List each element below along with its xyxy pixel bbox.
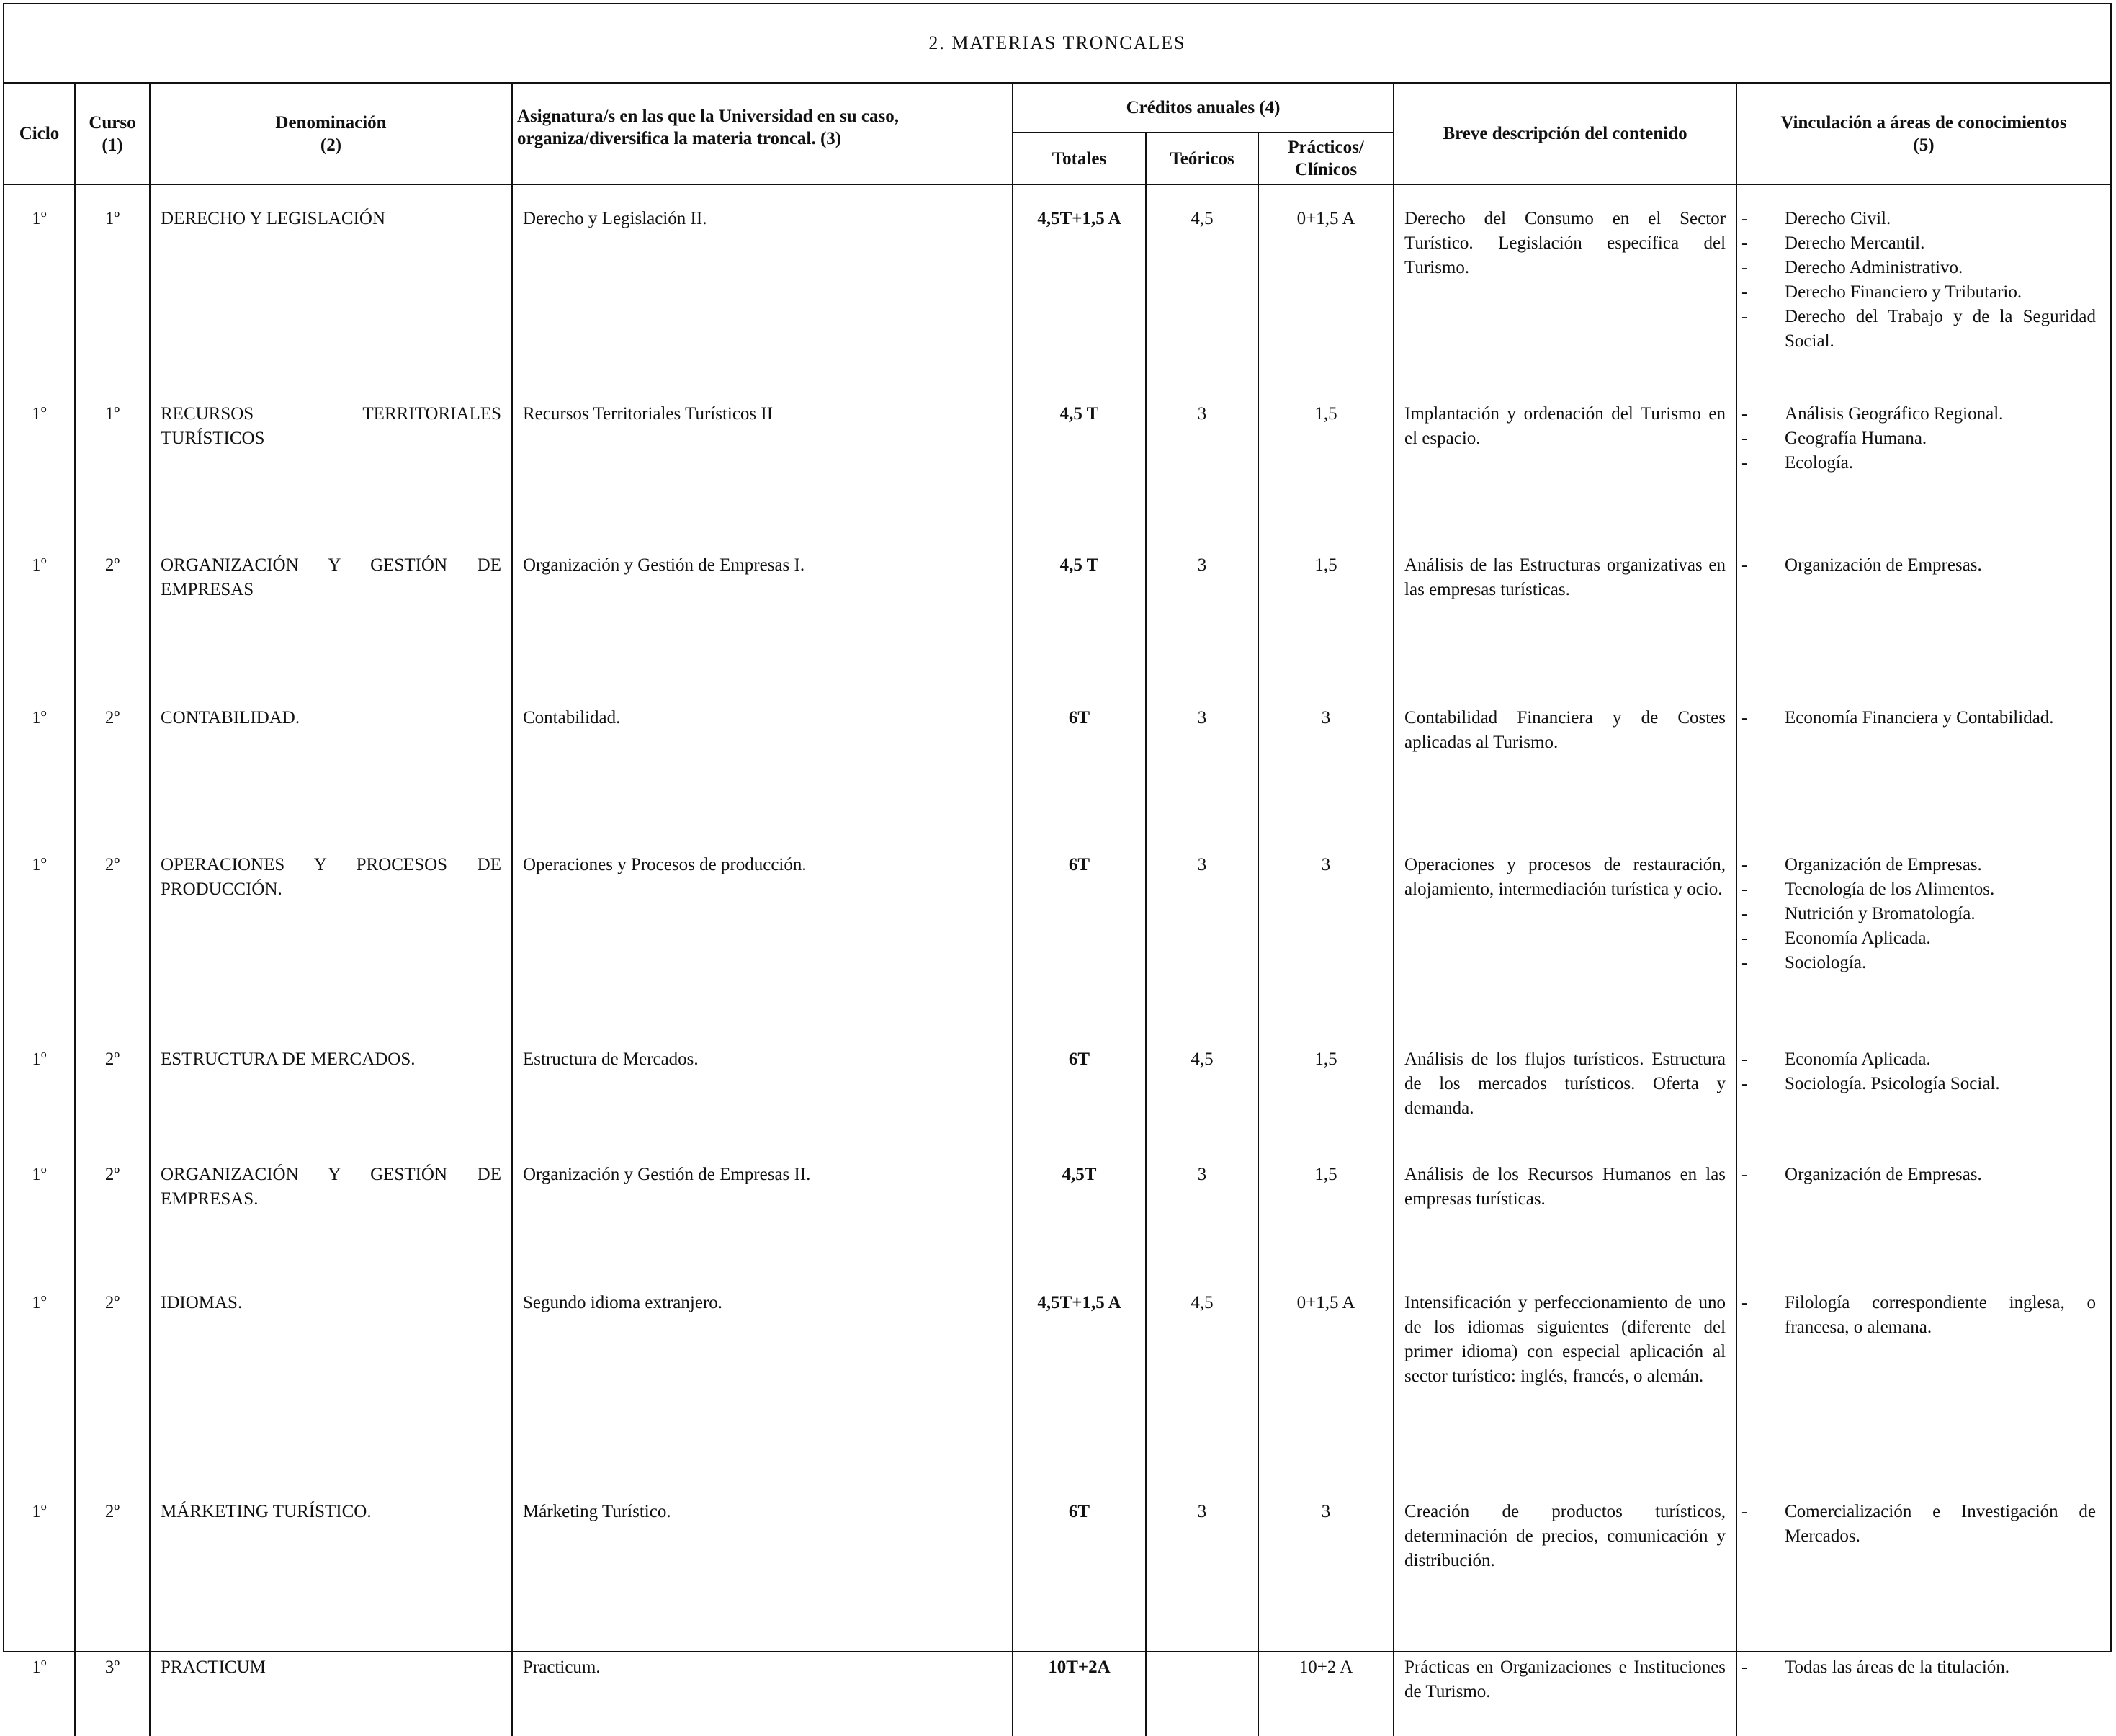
cell-curso: 2º — [75, 1026, 150, 1141]
cell-totales: 4,5T+1,5 A — [1013, 184, 1146, 380]
cell-asignatura: Organización y Gestión de Empresas I. — [512, 532, 1013, 684]
cell-practicos: 1,5 — [1258, 1026, 1394, 1141]
cell-descripcion: Análisis de los Recursos Humanos en las empresas turísticas. — [1394, 1141, 1736, 1269]
area-item: - Derecho Civil. — [1737, 207, 2096, 231]
cell-denominacion: ESTRUCTURA DE MERCADOS. — [150, 1026, 512, 1141]
cell-descripcion: Derecho del Consumo en el Sector Turístico. Legislación específica del Turismo. — [1394, 184, 1736, 380]
cell-teoricos: 3 — [1146, 532, 1258, 684]
cell-vinculacion — [1736, 831, 2110, 1026]
cell-descripcion: Creación de productos turísticos, determinación de precios, comunicación y distribución. — [1394, 1478, 1736, 1634]
area-item: - Organización de Empresas. — [1737, 853, 2096, 877]
cell-vinculacion — [1736, 1141, 2110, 1269]
cell-descripcion: Intensificación y perfeccionamiento de uno de los idiomas siguientes (diferente del primer idioma) con especial aplicación al sector turístico: inglés, francés, o alemán. — [1394, 1269, 1736, 1478]
area-item: - Análisis Geográfico Regional. — [1737, 402, 2096, 426]
areas-list — [1737, 553, 2096, 578]
cell-ciclo: 1º — [4, 1269, 75, 1478]
cell-ciclo: 1º — [4, 184, 75, 380]
cell-curso: 2º — [75, 1269, 150, 1478]
areas-list — [1737, 1163, 2096, 1187]
cell-practicos: 1,5 — [1258, 1141, 1394, 1269]
area-item: - Economía Financiera y Contabilidad. — [1737, 706, 2096, 730]
cell-totales: 4,5T+1,5 A — [1013, 1269, 1146, 1478]
area-item: - Todas las áreas de la titulación. — [1737, 1655, 2096, 1680]
cell-asignatura: Practicum. — [512, 1634, 1013, 1736]
area-item: - Ecología. — [1737, 451, 2096, 475]
table-row — [4, 1478, 2110, 1634]
area-item: - Derecho Mercantil. — [1737, 231, 2096, 256]
cell-vinculacion — [1736, 184, 2110, 380]
cell-denominacion: ORGANIZACIÓN Y GESTIÓN DE EMPRESAS — [150, 532, 512, 684]
header-denominacion: Denominación (2) — [150, 84, 512, 184]
cell-teoricos: 3 — [1146, 831, 1258, 1026]
cell-asignatura: Derecho y Legislación II. — [512, 184, 1013, 380]
area-item: - Economía Aplicada. — [1737, 1047, 2096, 1072]
cell-ciclo: 1º — [4, 1141, 75, 1269]
cell-teoricos: 4,5 — [1146, 184, 1258, 380]
cell-practicos: 3 — [1258, 1478, 1394, 1634]
table-row — [4, 1269, 2110, 1478]
area-item: - Organización de Empresas. — [1737, 553, 2096, 578]
cell-teoricos: 3 — [1146, 380, 1258, 532]
header-descripcion: Breve descripción del contenido — [1394, 84, 1736, 184]
cell-denominacion: CONTABILIDAD. — [150, 684, 512, 831]
cell-totales: 4,5 T — [1013, 532, 1146, 684]
area-item: - Sociología. — [1737, 951, 2096, 975]
cell-denominacion: ORGANIZACIÓN Y GESTIÓN DE EMPRESAS. — [150, 1141, 512, 1269]
cell-ciclo: 1º — [4, 1634, 75, 1736]
cell-asignatura: Márketing Turístico. — [512, 1478, 1013, 1634]
cell-teoricos: 3 — [1146, 684, 1258, 831]
cell-descripcion: Implantación y ordenación del Turismo en el espacio. — [1394, 380, 1736, 532]
areas-list — [1737, 1500, 2096, 1549]
table-row — [4, 1026, 2110, 1141]
cell-curso: 2º — [75, 684, 150, 831]
cell-totales: 6T — [1013, 1478, 1146, 1634]
cell-denominacion: RECURSOS TERRITORIALES TURÍSTICOS — [150, 380, 512, 532]
areas-list — [1737, 853, 2096, 975]
areas-list — [1737, 706, 2096, 730]
header-teoricos: Teóricos — [1146, 133, 1258, 184]
area-item: - Derecho del Trabajo y de la Seguridad Social. — [1737, 305, 2096, 354]
header-curso: Curso (1) — [75, 84, 150, 184]
area-item: - Filología correspondiente inglesa, o francesa, o alemana. — [1737, 1291, 2096, 1340]
cell-denominacion: DERECHO Y LEGISLACIÓN — [150, 184, 512, 380]
area-item: - Sociología. Psicología Social. — [1737, 1072, 2096, 1096]
area-item: - Geografía Humana. — [1737, 426, 2096, 451]
header-asignatura: Asignatura/s en las que la Universidad en su caso, organiza/diversifica la materia troncal. (3) — [512, 84, 1013, 184]
materias-table — [4, 84, 2110, 1736]
area-item: - Economía Aplicada. — [1737, 926, 2096, 951]
header-ciclo: Ciclo — [4, 84, 75, 184]
table-header — [4, 84, 2110, 184]
cell-ciclo: 1º — [4, 831, 75, 1026]
area-item: - Comercialización e Investigación de Mercados. — [1737, 1500, 2096, 1549]
table-row — [4, 184, 2110, 380]
cell-curso: 1º — [75, 380, 150, 532]
cell-vinculacion — [1736, 1269, 2110, 1478]
header-creditos: Créditos anuales (4) — [1013, 84, 1394, 133]
cell-asignatura: Contabilidad. — [512, 684, 1013, 831]
table-row — [4, 380, 2110, 532]
area-item: - Organización de Empresas. — [1737, 1163, 2096, 1187]
cell-descripcion: Operaciones y procesos de restauración, alojamiento, intermediación turística y ocio. — [1394, 831, 1736, 1026]
cell-descripcion: Análisis de los flujos turísticos. Estructura de los mercados turísticos. Oferta y demanda. — [1394, 1026, 1736, 1141]
table-row — [4, 532, 2110, 684]
cell-vinculacion — [1736, 380, 2110, 532]
cell-totales: 6T — [1013, 684, 1146, 831]
cell-ciclo: 1º — [4, 1478, 75, 1634]
table-body — [4, 184, 2110, 1736]
cell-ciclo: 1º — [4, 684, 75, 831]
area-item: - Derecho Administrativo. — [1737, 256, 2096, 280]
table-row — [4, 831, 2110, 1026]
cell-practicos: 1,5 — [1258, 380, 1394, 532]
cell-ciclo: 1º — [4, 1026, 75, 1141]
table-row — [4, 1634, 2110, 1736]
cell-totales: 4,5 T — [1013, 380, 1146, 532]
areas-list — [1737, 1047, 2096, 1096]
cell-vinculacion — [1736, 1026, 2110, 1141]
cell-teoricos: 4,5 — [1146, 1269, 1258, 1478]
cell-ciclo: 1º — [4, 380, 75, 532]
cell-practicos: 10+2 A — [1258, 1634, 1394, 1736]
cell-denominacion: MÁRKETING TURÍSTICO. — [150, 1478, 512, 1634]
cell-teoricos: 4,5 — [1146, 1026, 1258, 1141]
header-totales: Totales — [1013, 133, 1146, 184]
cell-denominacion: PRACTICUM — [150, 1634, 512, 1736]
cell-asignatura: Estructura de Mercados. — [512, 1026, 1013, 1141]
areas-list — [1737, 402, 2096, 475]
cell-ciclo: 1º — [4, 532, 75, 684]
table-row — [4, 684, 2110, 831]
cell-asignatura: Operaciones y Procesos de producción. — [512, 831, 1013, 1026]
cell-curso: 2º — [75, 831, 150, 1026]
cell-descripcion: Prácticas en Organizaciones e Instituciones de Turismo. — [1394, 1634, 1736, 1736]
cell-practicos: 1,5 — [1258, 532, 1394, 684]
cell-denominacion: OPERACIONES Y PROCESOS DE PRODUCCIÓN. — [150, 831, 512, 1026]
cell-curso: 2º — [75, 1141, 150, 1269]
areas-list — [1737, 1655, 2096, 1680]
cell-curso: 1º — [75, 184, 150, 380]
cell-teoricos — [1146, 1634, 1258, 1736]
cell-practicos: 0+1,5 A — [1258, 184, 1394, 380]
cell-denominacion: IDIOMAS. — [150, 1269, 512, 1478]
cell-vinculacion — [1736, 684, 2110, 831]
document-page — [3, 3, 2112, 1701]
cell-curso: 2º — [75, 532, 150, 684]
cell-vinculacion — [1736, 1478, 2110, 1634]
header-practicos: Prácticos/ Clínicos — [1258, 133, 1394, 184]
cell-curso: 3º — [75, 1634, 150, 1736]
cell-asignatura: Segundo idioma extranjero. — [512, 1269, 1013, 1478]
cell-descripcion: Contabilidad Financiera y de Costes aplicadas al Turismo. — [1394, 684, 1736, 831]
area-item: - Derecho Financiero y Tributario. — [1737, 280, 2096, 305]
cell-teoricos: 3 — [1146, 1141, 1258, 1269]
cell-asignatura: Organización y Gestión de Empresas II. — [512, 1141, 1013, 1269]
cell-totales: 6T — [1013, 1026, 1146, 1141]
area-item: - Nutrición y Bromatología. — [1737, 902, 2096, 926]
cell-vinculacion — [1736, 1634, 2110, 1736]
cell-totales: 6T — [1013, 831, 1146, 1026]
areas-list — [1737, 207, 2096, 354]
cell-descripcion: Análisis de las Estructuras organizativas en las empresas turísticas. — [1394, 532, 1736, 684]
cell-asignatura: Recursos Territoriales Turísticos II — [512, 380, 1013, 532]
cell-curso: 2º — [75, 1478, 150, 1634]
cell-practicos: 3 — [1258, 684, 1394, 831]
cell-totales: 4,5T — [1013, 1141, 1146, 1269]
cell-practicos: 0+1,5 A — [1258, 1269, 1394, 1478]
cell-practicos: 3 — [1258, 831, 1394, 1026]
table-row — [4, 1141, 2110, 1269]
area-item: - Tecnología de los Alimentos. — [1737, 877, 2096, 902]
header-vinculacion: Vinculación a áreas de conocimientos (5) — [1736, 84, 2110, 184]
cell-totales: 10T+2A — [1013, 1634, 1146, 1736]
cell-teoricos: 3 — [1146, 1478, 1258, 1634]
cell-vinculacion — [1736, 532, 2110, 684]
areas-list — [1737, 1291, 2096, 1340]
page-title: 2. MATERIAS TRONCALES — [4, 4, 2110, 84]
